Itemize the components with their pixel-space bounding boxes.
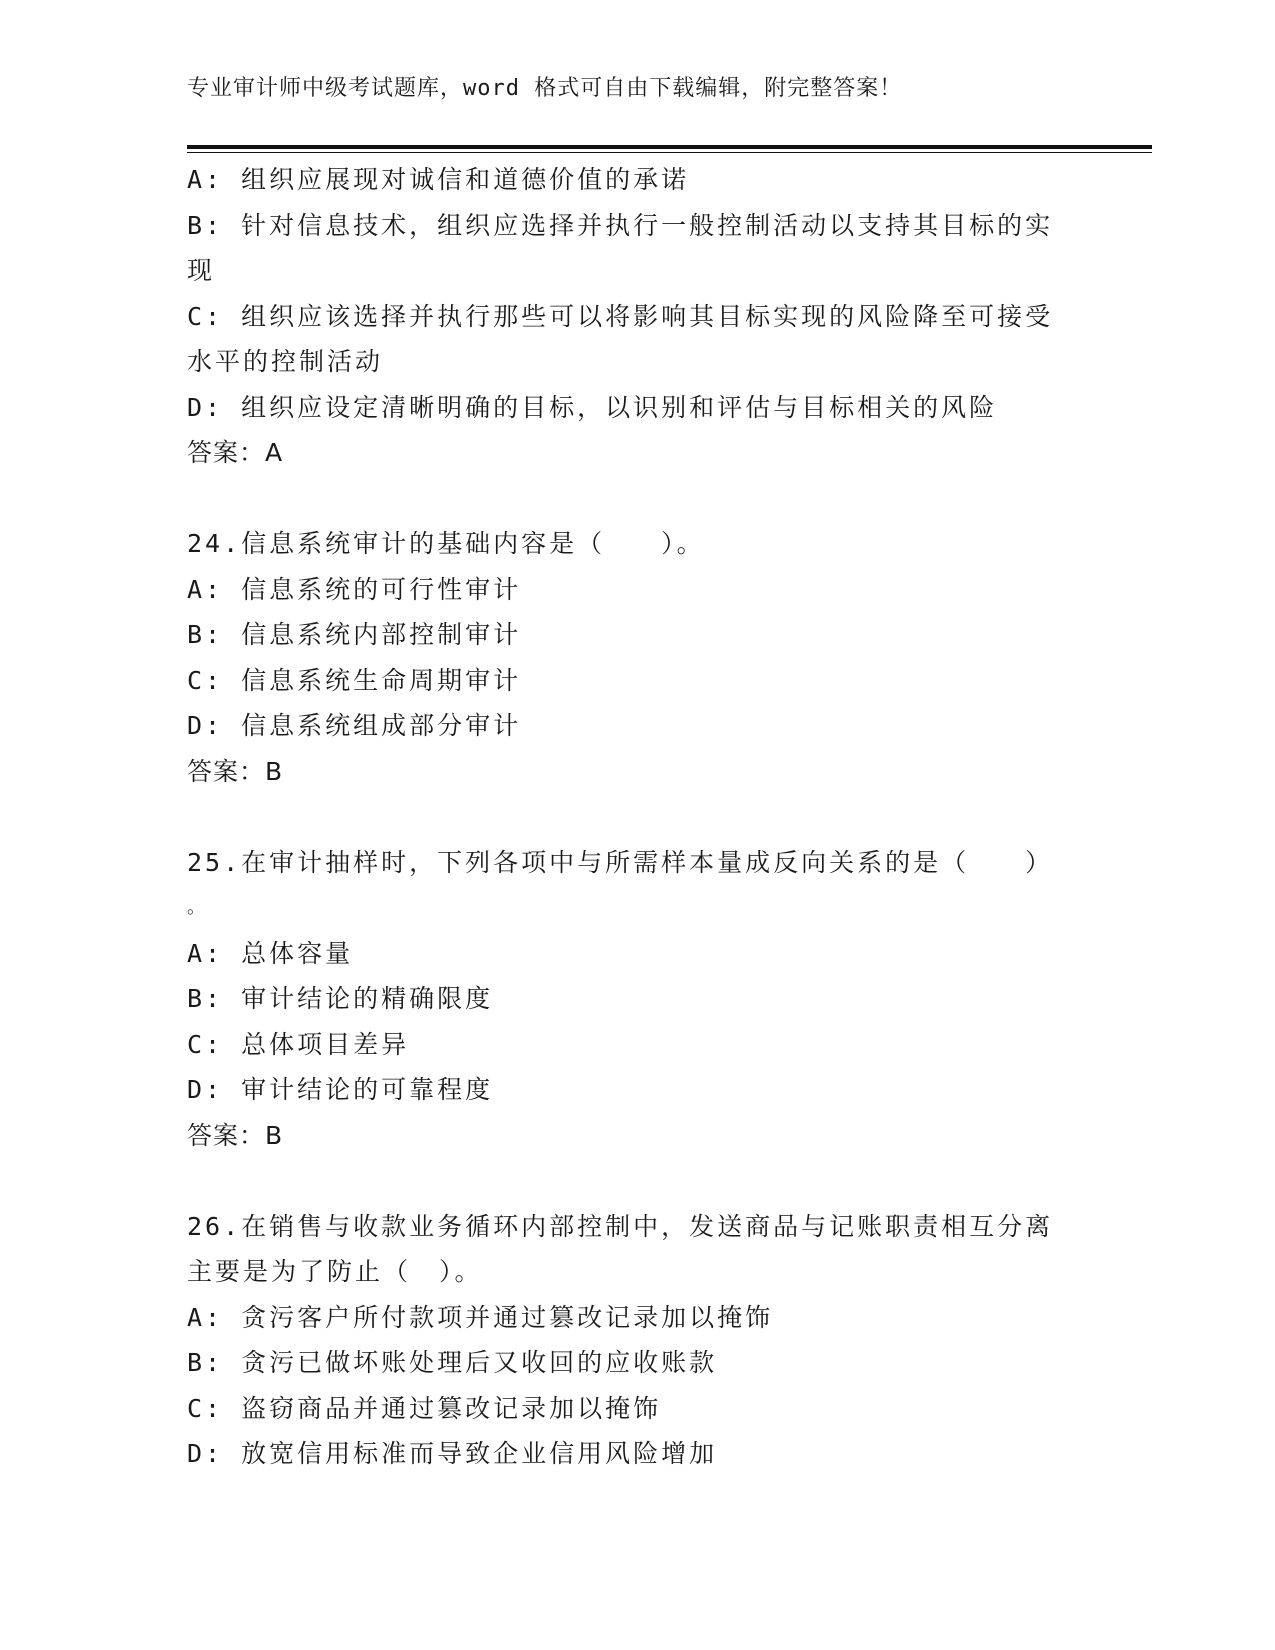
question-stem-continued: 主要是为了防止（ ）。 <box>187 1257 483 1286</box>
question-block <box>187 521 1087 794</box>
option-d: D: 审计结论的可靠程度 <box>187 1075 494 1104</box>
option-d: D: 信息系统组成部分审计 <box>187 711 522 740</box>
option-b: B: 信息系统内部控制审计 <box>187 620 522 649</box>
option-c: C: 信息系统生命周期审计 <box>187 665 522 695</box>
block-spacer <box>187 1158 1087 1204</box>
option-c: C: 总体项目差异 <box>187 1029 410 1059</box>
header-divider-thin <box>187 152 1152 153</box>
question-stem: 25.在审计抽样时，下列各项中与所需样本量成反向关系的是（ ） <box>187 847 1054 877</box>
option-c: C: 组织应该选择并执行那些可以将影响其目标实现的风险降至可接受 <box>187 301 1054 331</box>
option-c-continued: 水平的控制活动 <box>187 347 384 376</box>
option-a: A: 组织应展现对诚信和道德价值的承诺 <box>187 165 690 194</box>
option-b: B: 审计结论的精确限度 <box>187 984 494 1013</box>
option-a: A: 总体容量 <box>187 938 354 968</box>
option-d: D: 组织应设定清晰明确的目标，以识别和评估与目标相关的风险 <box>187 392 998 422</box>
question-stem-continued: 。 <box>187 897 208 918</box>
header-divider-thick <box>187 145 1152 149</box>
question-block <box>187 840 1087 1159</box>
option-b-continued: 现 <box>187 256 216 285</box>
question-stem: 26.在销售与收款业务循环内部控制中，发送商品与记账职责相互分离 <box>187 1211 1054 1241</box>
option-b: B: 针对信息技术，组织应选择并执行一般控制活动以支持其目标的实 <box>187 210 1054 240</box>
option-b: B: 贪污已做坏账处理后又收回的应收账款 <box>187 1348 718 1377</box>
answer: 答案：B <box>187 756 284 786</box>
option-d: D: 放宽信用标准而导致企业信用风险增加 <box>187 1439 718 1468</box>
header-divider <box>187 145 1152 153</box>
answer: 答案：A <box>187 438 284 467</box>
option-a: A: 信息系统的可行性审计 <box>187 574 522 604</box>
answer: 答案：B <box>187 1120 284 1150</box>
question-block <box>187 1204 1087 1477</box>
block-spacer <box>187 794 1087 840</box>
block-spacer <box>187 476 1087 522</box>
question-stem: 24.信息系统审计的基础内容是（ ）。 <box>187 529 705 558</box>
option-c: C: 盗窃商品并通过篡改记录加以掩饰 <box>187 1393 662 1423</box>
page-header: 专业审计师中级考试题库，word 格式可自由下载编辑，附完整答案！ <box>187 76 903 101</box>
question-content <box>187 157 1087 1477</box>
question-block <box>187 157 1087 476</box>
option-a: A: 贪污客户所付款项并通过篡改记录加以掩饰 <box>187 1302 774 1332</box>
